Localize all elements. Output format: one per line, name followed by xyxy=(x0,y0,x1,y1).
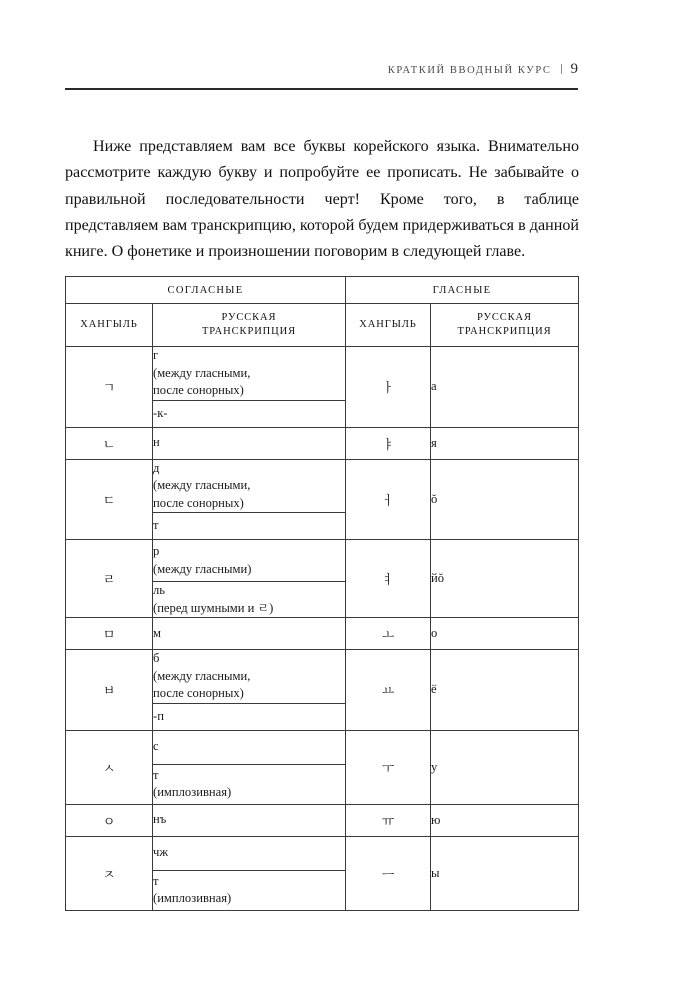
transcription-note: (перед шумными и ㄹ) xyxy=(153,600,274,615)
transcription-note: после сонорных) xyxy=(153,383,244,397)
column-header-consonant-transcription: РУССКАЯ ТРАНСКРИПЦИЯ xyxy=(153,304,346,347)
table-column-header-row xyxy=(66,304,579,347)
vowel-transcription-cell: я xyxy=(431,427,579,459)
table-row xyxy=(66,540,579,582)
vowel-hangul-cell: ㅡ xyxy=(346,836,431,910)
transcription-note: (между гласными, xyxy=(153,478,251,492)
running-head-separator xyxy=(561,64,562,74)
consonant-hangul-cell: ㅁ xyxy=(66,618,153,650)
vowel-hangul-cell: ㅑ xyxy=(346,427,431,459)
vowel-transcription-cell: а xyxy=(431,347,579,428)
transcription-cell xyxy=(153,870,346,910)
header-rule xyxy=(65,88,578,90)
vowel-transcription-cell: ŏ xyxy=(431,459,579,540)
alphabet-table-wrapper xyxy=(65,276,578,911)
transcription-main: б xyxy=(153,651,160,665)
transcription-main: н xyxy=(153,435,160,450)
page-number: 9 xyxy=(570,61,578,77)
transcription-note: (между гласными, xyxy=(153,668,251,683)
transcription-main: р xyxy=(153,544,160,558)
transcription-main: м xyxy=(153,625,161,640)
consonant-hangul-cell: ㄹ xyxy=(66,540,153,618)
korean-alphabet-table xyxy=(65,276,579,911)
vowel-hangul-cell: ㅗ xyxy=(346,618,431,650)
consonant-hangul-cell: ㅅ xyxy=(66,730,153,804)
table-row xyxy=(66,730,579,764)
transcription-main: д xyxy=(153,460,160,475)
transcription-main: -п xyxy=(153,708,164,723)
transcription-note: (имплозивная) xyxy=(153,891,232,905)
consonant-hangul-cell: ㅇ xyxy=(66,804,153,836)
column-header-consonant-hangul: ХАНГЫЛЬ xyxy=(66,304,153,347)
transcription-cell xyxy=(153,764,346,804)
vowel-transcription-cell: ю xyxy=(431,804,579,836)
table-row xyxy=(66,650,579,704)
inline-hangul: ㄹ xyxy=(257,600,270,615)
transcription-cell xyxy=(153,618,346,650)
vowel-hangul-cell: ㅓ xyxy=(346,459,431,540)
transcription-main: нъ xyxy=(153,812,167,827)
transcription-cell xyxy=(153,400,346,427)
table-row xyxy=(66,836,579,870)
running-head-title: КРАТКИЙ ВВОДНЫЙ КУРС xyxy=(387,65,552,76)
table-group-header-row xyxy=(66,277,579,304)
table-row xyxy=(66,618,579,650)
body-paragraph: Ниже представляем вам все буквы корейского языка. Внимательно рассмотрите каждую букву и попробуйте ее прописать. Не забывайте о правильной последовательности черт! Кроме того, в таблице представляем вам транскрипцию, которой будем придерживаться в данной книге. О фонетике и произношении поговорим в следующей главе. xyxy=(65,138,579,260)
transcription-cell xyxy=(153,804,346,836)
vowel-transcription-cell: у xyxy=(431,730,579,804)
consonant-hangul-cell: ㄷ xyxy=(66,459,153,540)
column-header-vowel-transcription: РУССКАЯ ТРАНСКРИПЦИЯ xyxy=(431,304,579,347)
transcription-cell xyxy=(153,582,346,618)
transcription-note: после сонорных) xyxy=(153,686,244,700)
vowel-hangul-cell: ㅜ xyxy=(346,730,431,804)
transcription-main: т xyxy=(153,767,159,782)
group-header-consonants: СОГЛАСНЫЕ xyxy=(66,277,346,304)
transcription-main: т xyxy=(153,518,159,533)
transcription-main: г xyxy=(153,348,159,362)
table-row xyxy=(66,804,579,836)
transcription-cell xyxy=(153,459,346,513)
vowel-transcription-cell: ё xyxy=(431,650,579,731)
transcription-main: с xyxy=(153,739,159,754)
transcription-main: чж xyxy=(153,845,169,860)
transcription-main: -к- xyxy=(153,405,168,420)
transcription-note: (между гласными, xyxy=(153,365,251,380)
table-row xyxy=(66,459,579,513)
vowel-hangul-cell: ㅕ xyxy=(346,540,431,618)
vowel-transcription-cell: йŏ xyxy=(431,540,579,618)
table-row xyxy=(66,347,579,401)
transcription-cell xyxy=(153,427,346,459)
vowel-transcription-cell: о xyxy=(431,618,579,650)
vowel-transcription-cell: ы xyxy=(431,836,579,910)
transcription-cell xyxy=(153,703,346,730)
consonant-hangul-cell: ㅂ xyxy=(66,650,153,731)
transcription-main: т xyxy=(153,873,159,888)
transcription-main: ль xyxy=(153,583,166,597)
consonant-hangul-cell: ㄴ xyxy=(66,427,153,459)
transcription-note: после сонорных) xyxy=(153,495,244,510)
transcription-cell xyxy=(153,730,346,764)
transcription-cell xyxy=(153,540,346,582)
vowel-hangul-cell: ㅏ xyxy=(346,347,431,428)
transcription-note: (между гласными) xyxy=(153,561,252,576)
vowel-hangul-cell: ㅛ xyxy=(346,650,431,731)
transcription-cell xyxy=(153,347,346,401)
table-row xyxy=(66,427,579,459)
consonant-hangul-cell: ㅈ xyxy=(66,836,153,910)
transcription-note: (имплозивная) xyxy=(153,785,232,799)
vowel-hangul-cell: ㅠ xyxy=(346,804,431,836)
transcription-cell xyxy=(153,650,346,704)
transcription-cell xyxy=(153,836,346,870)
group-header-vowels: ГЛАСНЫЕ xyxy=(346,277,579,304)
running-head xyxy=(65,62,578,77)
transcription-cell xyxy=(153,513,346,540)
column-header-vowel-hangul: ХАНГЫЛЬ xyxy=(346,304,431,347)
consonant-hangul-cell: ㄱ xyxy=(66,347,153,428)
